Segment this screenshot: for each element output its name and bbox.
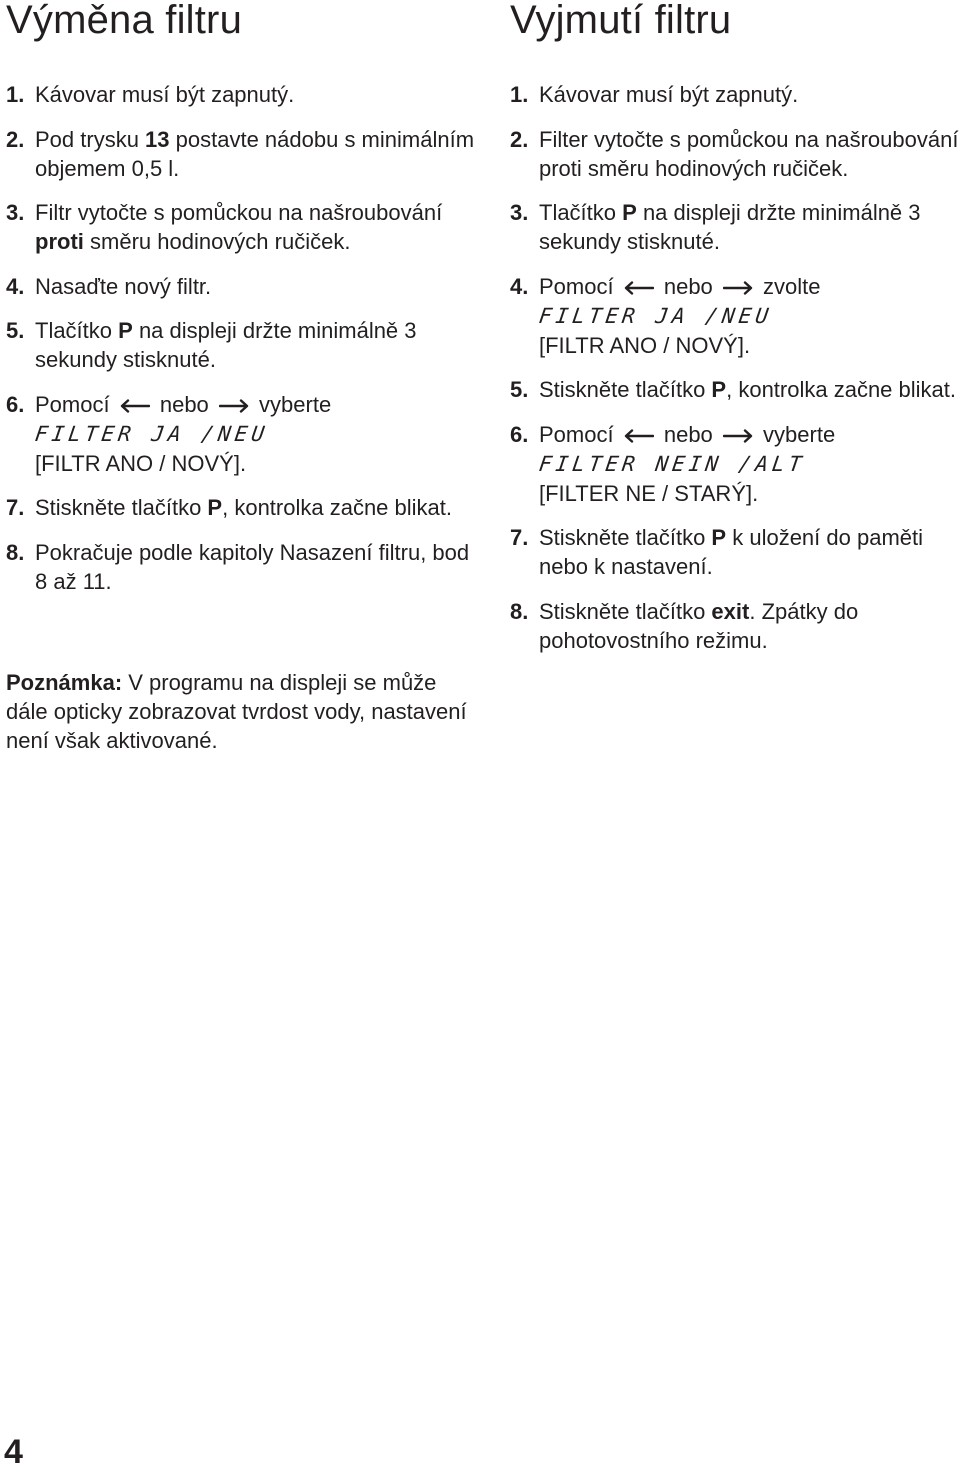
step-text: Pod trysku bbox=[35, 126, 146, 152]
step-text: nebo bbox=[663, 421, 713, 447]
list-item bbox=[510, 523, 960, 581]
step-bold: P bbox=[207, 495, 223, 520]
step-text: [FILTR ANO / NOVÝ]. bbox=[35, 450, 247, 476]
step-text: Stiskněte tlačítko bbox=[539, 598, 712, 624]
step-text: Pomocí bbox=[35, 391, 110, 417]
list-item bbox=[510, 125, 960, 183]
step-bold: exit bbox=[711, 598, 750, 624]
step-text: zvolte bbox=[763, 273, 821, 299]
list-item bbox=[6, 125, 476, 183]
note-label: Poznámka: bbox=[6, 670, 123, 695]
step-text: Pokračuje podle kapitoly Nasazení filtru, bod 8 až 11. bbox=[35, 539, 470, 594]
arrow-left-icon bbox=[624, 281, 654, 295]
step-text: postavte nádobu s minimálním objemem 0,5 l. bbox=[35, 126, 475, 181]
step-bold: P bbox=[711, 377, 727, 402]
list-item bbox=[510, 198, 960, 256]
list-item bbox=[510, 272, 960, 360]
step-text: Filter vytočte s pomůckou na našroubování proti směru hodinových ručiček. bbox=[539, 126, 959, 181]
note-text: V programu na displeji se může dále opticky zobrazovat tvrdost vody, nastavení není však aktivované. bbox=[6, 670, 467, 753]
list-item bbox=[6, 198, 476, 256]
step-text: Stiskněte tlačítko bbox=[539, 377, 712, 402]
step-number: 4. bbox=[510, 273, 529, 299]
arrow-right-icon bbox=[723, 281, 753, 295]
step-number: 5. bbox=[6, 318, 25, 343]
step-text: , kontrolka začne blikat. bbox=[222, 495, 453, 520]
left-column bbox=[6, 0, 476, 753]
step-text: vyberte bbox=[259, 391, 332, 417]
step-text: [FILTER NE / STARÝ]. bbox=[539, 480, 759, 506]
step-number: 7. bbox=[6, 495, 25, 520]
section-title-replace-filter: Výměna filtru bbox=[6, 0, 243, 42]
step-bold: P bbox=[118, 318, 133, 343]
step-text: , kontrolka začne blikat. bbox=[726, 377, 957, 402]
page-number: 4 bbox=[4, 1433, 23, 1471]
display-text: FILTER JA /NEU bbox=[33, 421, 270, 446]
step-number: 5. bbox=[510, 377, 529, 402]
arrow-left-icon bbox=[624, 429, 654, 443]
list-item bbox=[6, 390, 476, 478]
list-item bbox=[6, 316, 476, 374]
step-bold: 13 bbox=[145, 126, 170, 152]
arrow-right-icon bbox=[219, 399, 249, 413]
step-text: na displeji držte minimálně 3 sekundy stisknuté. bbox=[35, 318, 417, 372]
display-text: FILTER NEIN /ALT bbox=[537, 451, 808, 476]
list-item bbox=[6, 80, 476, 109]
arrow-right-icon bbox=[723, 429, 753, 443]
step-text: Filtr vytočte s pomůckou na našroubování bbox=[35, 200, 443, 225]
step-text: nebo bbox=[663, 273, 713, 299]
step-text: směru hodinových ručiček. bbox=[83, 229, 351, 254]
step-text: Pomocí bbox=[539, 273, 614, 299]
step-text: Tlačítko bbox=[35, 318, 119, 343]
step-text: na displeji držte minimálně 3 sekundy stisknuté. bbox=[539, 200, 921, 254]
list-item bbox=[510, 597, 960, 655]
right-column bbox=[510, 0, 960, 653]
step-number: 8. bbox=[6, 539, 25, 565]
step-number: 1. bbox=[6, 82, 25, 107]
list-item bbox=[510, 80, 960, 109]
arrow-left-icon bbox=[120, 399, 150, 413]
step-bold: P bbox=[622, 200, 637, 225]
step-text: nebo bbox=[159, 391, 209, 417]
remove-filter-steps bbox=[510, 80, 960, 670]
step-text: Pomocí bbox=[539, 421, 614, 447]
step-text: vyberte bbox=[763, 421, 836, 447]
step-text: [FILTR ANO / NOVÝ]. bbox=[539, 332, 751, 358]
step-text: Kávovar musí být zapnutý. bbox=[539, 82, 799, 107]
step-number: 7. bbox=[510, 525, 529, 550]
step-text: Nasaďte nový filtr. bbox=[35, 273, 212, 299]
step-number: 6. bbox=[510, 421, 529, 447]
step-number: 2. bbox=[6, 126, 25, 152]
step-text: Tlačítko bbox=[539, 200, 623, 225]
step-number: 4. bbox=[6, 273, 25, 299]
step-number: 3. bbox=[6, 200, 25, 225]
step-number: 3. bbox=[510, 200, 529, 225]
step-text: Stiskněte tlačítko bbox=[35, 495, 208, 520]
list-item bbox=[510, 375, 960, 404]
step-number: 2. bbox=[510, 126, 529, 152]
list-item bbox=[6, 272, 476, 301]
step-number: 6. bbox=[6, 391, 25, 417]
list-item bbox=[6, 538, 476, 596]
step-text: . Zpátky do pohotovostního režimu. bbox=[539, 598, 859, 653]
step-number: 8. bbox=[510, 598, 529, 624]
step-text: k uložení do paměti nebo k nastavení. bbox=[539, 525, 924, 579]
list-item bbox=[510, 420, 960, 508]
replace-filter-steps bbox=[6, 80, 476, 611]
section-title-remove-filter: Vyjmutí filtru bbox=[510, 0, 732, 42]
step-bold: proti bbox=[35, 229, 84, 254]
display-text: FILTER JA /NEU bbox=[537, 303, 774, 328]
note-paragraph bbox=[6, 668, 476, 755]
step-number: 1. bbox=[510, 82, 529, 107]
step-text: Stiskněte tlačítko bbox=[539, 525, 712, 550]
step-bold: P bbox=[711, 525, 727, 550]
list-item bbox=[6, 493, 476, 522]
step-text: Kávovar musí být zapnutý. bbox=[35, 82, 295, 107]
